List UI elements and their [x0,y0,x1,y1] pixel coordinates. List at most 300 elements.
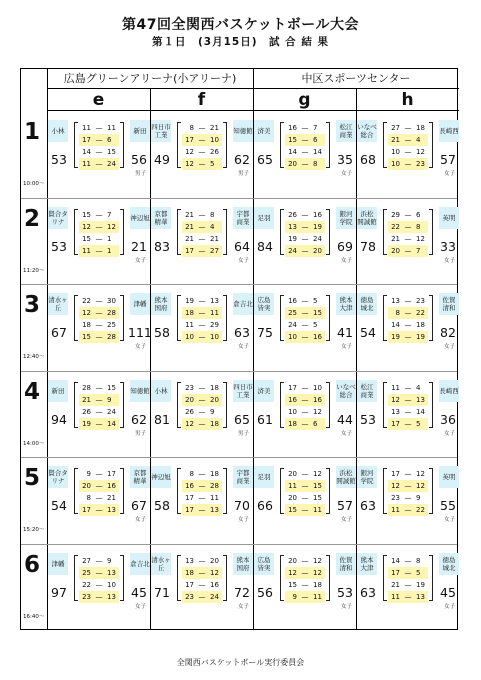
final-score-away: 56 [131,152,147,167]
quarter-score-home: 12 [82,309,91,318]
quarter-score-away: 14 [107,419,116,428]
quarter-score [388,295,428,307]
quarter-score-away: 7 [313,124,318,132]
quarter-score-home: 17 [185,136,194,144]
quarter-score-home: 11 [185,321,194,330]
quarter-score-home: 17 [185,506,194,515]
quarter-score-away: 18 [210,470,219,479]
category-note: 女子 [237,344,249,351]
quarter-score [388,555,428,567]
team-home: 清水ヶ丘 [151,553,171,575]
bracket-left [74,295,78,341]
dash: — [404,160,412,168]
dash: — [404,297,412,306]
page-subtitle: 第１日 (3月15日) 試 合 結 果 [152,36,329,48]
game-card [48,207,150,273]
quarter-score-away: 16 [107,482,116,491]
team-home: 足羽 [254,466,274,488]
bracket-right [326,209,330,255]
category-note: 女子 [134,517,146,524]
quarter-score [182,555,222,567]
category-note: 男子 [134,430,146,437]
quarter-score [182,418,222,430]
quarter-score-home: 12 [391,482,400,491]
dash: — [404,569,412,577]
quarter-score-away: 22 [416,309,425,318]
quarter-score [285,394,325,406]
quarter-score [285,245,325,257]
quarter-score [182,331,222,343]
quarter-score-home: 17 [391,419,400,428]
dash: — [95,395,103,404]
dash: — [198,234,206,243]
team-away: 倉吉北 [130,553,150,575]
team-home: 銀河 学院 [357,466,377,488]
page-title: 第47回全関西バスケットボール大会 [121,17,359,33]
category-note: 女子 [340,171,352,177]
quarter-score-home: 12 [185,160,194,168]
bracket-left [177,382,181,428]
quarter-score [79,382,119,394]
quarter-score-home: 13 [391,407,400,416]
final-score-home: 54 [360,325,376,341]
dash: — [198,470,206,479]
quarter-score [285,504,325,516]
dash: — [404,246,412,255]
dash: — [95,482,103,491]
quarter-score [182,295,222,307]
quarter-score-away: 8 [210,210,215,219]
bracket-left [74,555,78,601]
team-home: 徳島 城北 [357,293,377,315]
quarter-score [79,468,119,480]
bracket-right [429,122,433,168]
final-score-home: 53 [51,152,67,167]
quarter-score-home: 12 [288,569,297,577]
quarter-score [388,591,428,603]
round-time: 15:20～ [23,527,45,534]
quarter-score [79,134,119,146]
game-card [151,553,253,619]
category-note: 女子 [237,604,249,610]
quarter-score-away: 4 [210,222,215,231]
category-note: 女子 [134,257,146,264]
quarter-score-home: 12 [391,395,400,404]
quarter-score-away: 12 [313,569,322,577]
row-divider [21,284,457,285]
bracket-right [326,555,330,601]
bracket-left [177,555,181,601]
quarter-score [388,406,428,418]
final-score-away: 72 [234,585,250,600]
dash: — [404,309,412,318]
quarter-score-away: 12 [210,569,219,577]
category-note: 女子 [443,257,455,264]
round-number: 4 [24,378,41,405]
dash: — [198,222,206,231]
quarter-score [285,567,325,579]
quarter-score-away: 23 [416,160,425,168]
game-card [151,466,253,532]
final-score-home: 68 [360,152,376,167]
quarter-score [79,245,119,257]
category-note: 女子 [237,257,249,264]
dash: — [301,593,309,601]
court-header: g [253,89,356,111]
quarter-score-away: 15 [107,383,116,392]
quarter-score [182,146,222,158]
quarter-score-away: 12 [107,222,116,231]
quarter-score [388,492,428,504]
team-away: 浜松 開誠館 [336,466,356,488]
dash: — [301,333,309,342]
quarter-score-away: 8 [416,222,421,231]
quarter-score-home: 26 [185,407,194,416]
dash: — [301,309,309,318]
quarter-score [182,394,222,406]
quarter-score-away: 23 [416,297,425,306]
final-score-home: 49 [154,152,170,167]
quarter-score [182,406,222,418]
quarter-score-away: 24 [107,160,116,168]
quarter-score-away: 27 [210,246,219,255]
quarter-score-away: 16 [313,210,322,219]
quarter-score-home: 16 [288,395,297,404]
quarter-score-home: 19 [82,419,91,428]
bracket-right [120,295,124,341]
quarter-score-home: 15 [288,506,297,515]
quarter-score-away: 18 [416,124,425,132]
quarter-score [388,122,428,134]
dash: — [198,593,206,601]
bracket-left [383,468,387,514]
quarter-score [79,331,119,343]
quarter-score-away: 12 [313,470,322,479]
quarter-score-home: 24 [288,246,297,255]
team-away: 宇都 商業 [233,466,253,488]
team-home: 小林 [151,380,171,402]
quarter-score [285,122,325,134]
category-note: 男子 [237,430,249,437]
dash: — [95,494,103,503]
round-number: 5 [24,465,41,492]
quarter-score-away: 15 [313,309,322,318]
dash: — [198,419,206,428]
quarter-score-away: 13 [416,593,425,601]
quarter-score [79,406,119,418]
quarter-score-away: 11 [313,593,322,601]
final-score-home: 67 [51,325,67,341]
dash: — [301,160,309,168]
quarter-score [285,146,325,158]
bracket-left [280,122,284,168]
quarter-score-home: 25 [82,569,91,577]
team-home: 足羽 [254,207,274,229]
team-away: 四日市 工業 [233,380,253,402]
quarter-score-away: 8 [313,160,318,168]
quarter-score-home: 21 [391,234,400,243]
dash: — [404,222,412,231]
quarter-score-home: 17 [82,136,91,144]
team-away: 津幡 [130,293,150,315]
quarter-score [388,480,428,492]
quarter-score [182,307,222,319]
dash: — [404,506,412,515]
court-header: e [47,89,150,111]
dash: — [301,210,309,219]
game-card [357,380,459,446]
row-divider [21,198,457,199]
quarter-score-away: 19 [416,581,425,589]
quarter-score [285,233,325,245]
round-time: 12:40～ [23,354,45,361]
dash: — [404,470,412,479]
final-score-away: 45 [131,585,147,600]
quarter-score-away: 13 [107,506,116,515]
quarter-score [79,221,119,233]
category-note: 女子 [443,344,455,351]
bracket-left [74,382,78,428]
quarter-score-home: 17 [391,569,400,577]
bracket-right [326,468,330,514]
final-score-away: 33 [440,238,456,254]
dash: — [404,482,412,491]
quarter-score-home: 8 [86,494,91,503]
final-score-home: 94 [51,411,67,427]
quarter-score-home: 11 [82,124,91,132]
team-away: 佐賀 清和 [336,553,356,575]
quarter-score-home: 20 [185,395,194,404]
final-score-away: 55 [440,498,456,514]
quarter-score-away: 10 [313,383,322,392]
quarter-score [79,209,119,221]
quarter-score [182,382,222,394]
final-score-away: 44 [337,411,353,427]
quarter-score-home: 21 [82,395,91,404]
dash: — [404,321,412,330]
quarter-score-home: 22 [82,297,91,306]
quarter-score [79,122,119,134]
team-away: 英明 [439,207,459,229]
quarter-score [388,468,428,480]
dash: — [404,210,412,219]
team-home: 広島 皆実 [254,293,274,315]
final-score-home: 65 [257,152,273,167]
quarter-score [388,504,428,516]
quarter-score [182,504,222,516]
team-away: 熊本 国府 [233,553,253,575]
quarter-score-away: 21 [210,234,219,243]
dash: — [301,395,309,404]
row-divider [21,457,457,458]
quarter-score-home: 8 [395,309,400,318]
dash: — [198,482,206,491]
quarter-score [182,245,222,257]
final-score-away: 45 [440,585,456,600]
team-home: 賢合タリナ [48,207,68,229]
quarter-score-home: 28 [82,383,91,392]
bracket-left [383,382,387,428]
dash: — [95,148,103,156]
team-away: 長崎西 [439,380,459,402]
bracket-right [120,555,124,601]
bracket-right [223,122,227,168]
bracket-right [120,122,124,168]
dash: — [95,136,103,144]
dash: — [404,148,412,156]
round-time: 14:00～ [23,440,45,447]
quarter-score-away: 13 [210,297,219,306]
team-away: 倉吉北 [233,293,253,315]
bracket-right [120,382,124,428]
bracket-right [429,382,433,428]
bracket-left [177,209,181,255]
quarter-score-home: 20 [82,482,91,491]
dash: — [95,297,103,306]
quarter-score-home: 23 [391,494,400,503]
dash: — [301,419,309,428]
category-note: 女子 [134,604,146,610]
final-score-away: 65 [234,411,250,427]
bracket-left [280,295,284,341]
quarter-score-away: 24 [210,593,219,601]
quarter-score-home: 23 [185,383,194,392]
team-away: 知徳館 [233,120,253,142]
quarter-score [285,480,325,492]
quarter-score-home: 17 [185,494,194,503]
dash: — [301,557,309,565]
quarter-score-home: 23 [185,593,194,601]
dash: — [198,569,206,577]
dash: — [198,297,206,306]
final-score-home: 81 [154,411,170,427]
bracket-left [383,209,387,255]
bracket-right [223,382,227,428]
quarter-score-home: 13 [391,297,400,306]
court-header: f [150,89,253,111]
team-away: 新田 [130,120,150,142]
quarter-score-away: 20 [313,246,322,255]
quarter-score-away: 19 [416,333,425,342]
quarter-score-away: 15 [313,482,322,491]
final-score-away: 70 [234,498,250,514]
dash: — [95,569,103,577]
quarter-score-away: 14 [313,148,322,156]
category-note: 女子 [340,344,352,351]
dash: — [404,395,412,404]
dash: — [301,569,309,577]
quarter-score-away: 11 [313,506,322,515]
dash: — [95,383,103,392]
quarter-score-away: 5 [313,297,318,306]
dash: — [301,470,309,479]
quarter-score-away: 22 [416,506,425,515]
quarter-score-home: 10 [288,333,297,342]
quarter-score-away: 28 [210,482,219,491]
bracket-right [223,295,227,341]
quarter-score-away: 25 [107,321,116,330]
quarter-score-away: 1 [107,246,112,255]
dash: — [95,470,103,479]
quarter-score [182,158,222,170]
quarter-score-away: 9 [416,494,421,503]
quarter-score-home: 20 [288,494,297,503]
bracket-left [280,209,284,255]
team-home: 熊本 大津 [357,553,377,575]
quarter-score-away: 16 [313,395,322,404]
final-score-home: 53 [51,238,67,254]
game-card [151,207,253,273]
team-away: 英明 [439,466,459,488]
quarter-score [285,307,325,319]
dash: — [301,136,309,144]
final-score-away: 67 [131,498,147,514]
final-score-home: 54 [51,498,67,514]
quarter-score-home: 18 [288,419,297,428]
quarter-score-away: 6 [107,136,112,144]
dash: — [198,494,206,503]
quarter-score [79,295,119,307]
category-note: 女子 [340,430,352,437]
quarter-score-home: 19 [391,333,400,342]
game-card [254,293,356,359]
quarter-score [182,122,222,134]
quarter-score-away: 1 [107,234,112,243]
bracket-left [74,122,78,168]
dash: — [404,383,412,392]
game-card [254,553,356,619]
quarter-score-home: 20 [391,246,400,255]
game-card [357,293,459,359]
quarter-score [182,591,222,603]
category-note: 女子 [443,517,455,524]
dash: — [198,124,206,132]
quarter-score-home: 10 [391,160,400,168]
quarter-score-home: 9 [292,593,297,601]
quarter-score [388,394,428,406]
quarter-score [79,567,119,579]
quarter-score-home: 21 [185,210,194,219]
quarter-score-away: 24 [107,407,116,416]
quarter-score-away: 10 [107,581,116,589]
quarter-score [79,504,119,516]
quarter-score-home: 13 [185,557,194,565]
dash: — [404,234,412,243]
quarter-score-home: 20 [288,557,297,565]
quarter-score-away: 15 [107,148,116,156]
quarter-score-away: 18 [313,581,322,589]
quarter-score-home: 8 [189,124,194,132]
quarter-score-away: 17 [107,470,116,479]
quarter-score [182,233,222,245]
game-card [151,380,253,446]
bracket-right [429,209,433,255]
dash: — [198,333,206,342]
dash: — [95,581,103,589]
dash: — [404,419,412,428]
quarter-score-home: 12 [185,148,194,156]
team-home: 賢合タリナ [48,466,68,488]
court-header: h [356,89,459,111]
quarter-score-home: 15 [82,210,91,219]
quarter-score [388,567,428,579]
quarter-score-home: 17 [185,581,194,589]
quarter-score-away: 18 [416,321,425,330]
quarter-score-home: 11 [391,506,400,515]
team-away: 宇都 商業 [233,207,253,229]
dash: — [404,407,412,416]
quarter-score-away: 4 [416,383,421,392]
